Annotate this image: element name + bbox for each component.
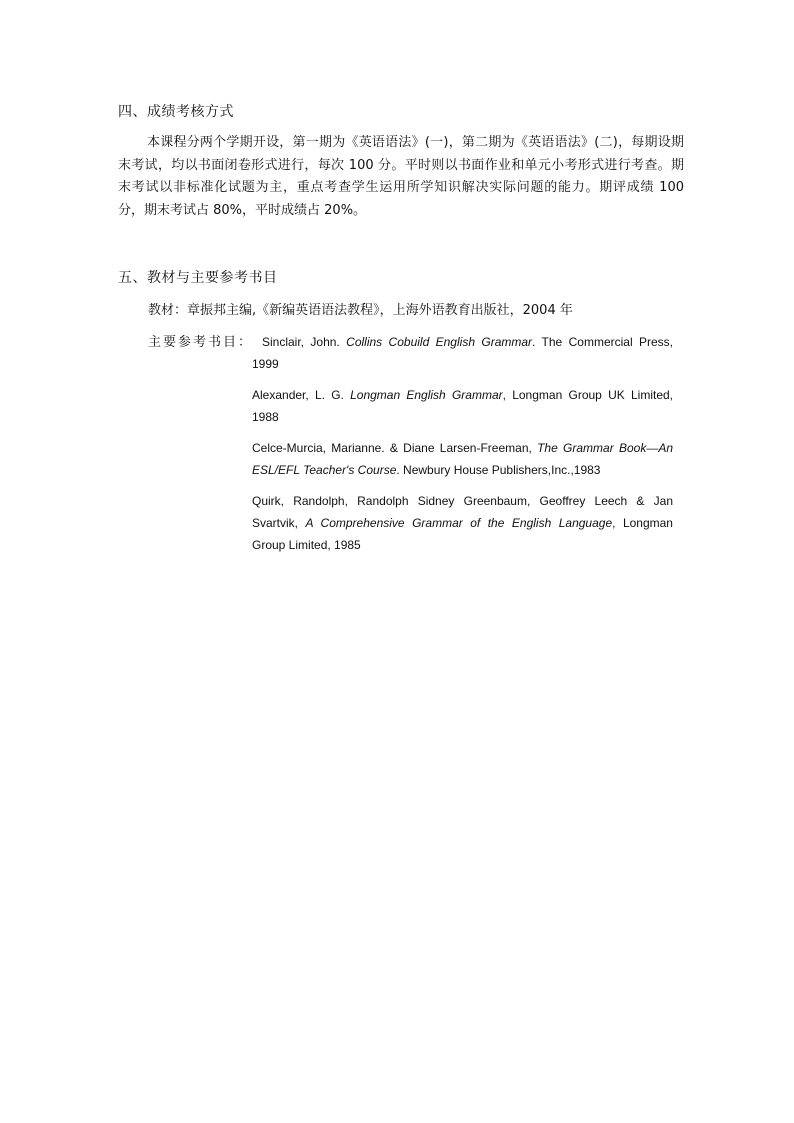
- section-assessment: [118, 102, 684, 222]
- reference-item: [252, 331, 673, 375]
- reference-author: Quirk, Randolph, Randolph Sidney Greenbaum, Geoffrey Leech & Jan Svartvik,: [252, 494, 673, 530]
- reference-title: Collins Cobuild English Grammar: [346, 335, 533, 349]
- assessment-paragraph: 本课程分两个学期开设，第一期为《英语语法》(一)，第二期为《英语语法》(二)，每期设期末考试，均以书面闭卷形式进行，每次 100 分。平时则以书面作业和单元小考形式进行考查。期末考试以非标准化试题为主，重点考查学生运用所学知识解决实际问题的能力。期评成绩 100 分，期末考试占 80%，平时成绩占 20%。: [118, 135, 684, 218]
- reference-author: Alexander, L. G.: [252, 388, 351, 402]
- section-heading-assessment: 四、成绩考核方式: [118, 104, 234, 120]
- reference-publisher: , Longman Group Limited, 1985: [252, 516, 673, 552]
- reference-item: [252, 490, 673, 556]
- reference-publisher: , Longman Group UK Limited, 1988: [252, 388, 673, 424]
- reference-publisher: . The Commercial Press, 1999: [252, 335, 674, 371]
- reference-author: Sinclair, John.: [262, 335, 347, 349]
- section-heading-textbooks: 五、教材与主要参考书目: [118, 270, 278, 286]
- textbook-line: 教材：章振邦主编,《新编英语语法教程》，上海外语教育出版社，2004 年: [148, 303, 573, 318]
- reference-publisher: . Newbury House Publishers,Inc.,1983: [396, 463, 601, 477]
- reference-title: The Grammar Book—An ESL/EFL Teacher's Course: [252, 441, 673, 477]
- section-textbooks: [118, 268, 684, 288]
- reference-author: Celce-Murcia, Marianne. & Diane Larsen-Freeman,: [252, 441, 538, 455]
- references-label: 主要参考书目：: [148, 335, 254, 350]
- references-list: [252, 331, 673, 565]
- reference-title: Longman English Grammar: [350, 388, 503, 402]
- reference-item: [252, 437, 673, 481]
- reference-item: [252, 384, 673, 428]
- reference-title: A Comprehensive Grammar of the English Language: [305, 516, 613, 530]
